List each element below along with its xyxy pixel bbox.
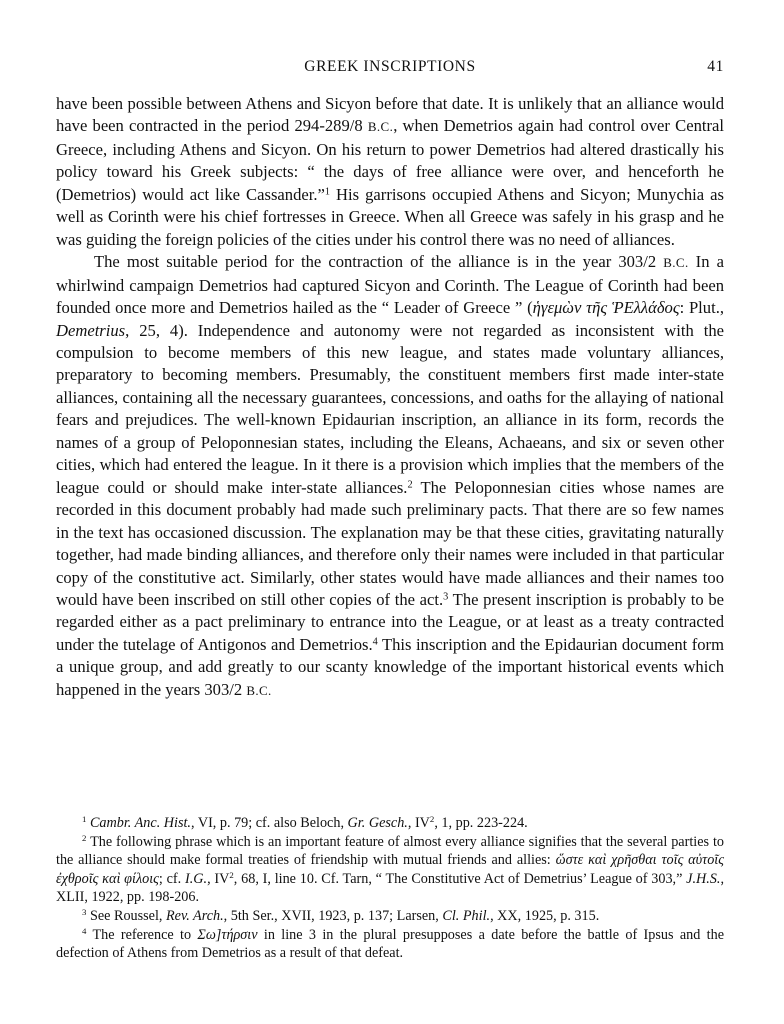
text-run: , 5th Ser., XVII, 1923, p. 137; Larsen, [223, 907, 443, 924]
italic-run: J.H.S. [686, 870, 721, 887]
footnote [56, 907, 724, 926]
text-run: See Roussel, [86, 907, 167, 924]
footnote-marker: 4 [82, 925, 87, 936]
text-run: In a whirlwind campaign Demetrios had captured Sicyon and Corinth. The League of Corinth had been founded once more and Demetrios hailed as the “ Leader of Greece ” ( [56, 252, 724, 318]
italic-run: I.G. [185, 870, 208, 887]
footnote-marker: 1 [82, 814, 87, 825]
text-run: have been possible between Athens and Sicyon before that date. It is unlikely that an alliance would have been contracted in the period 294-289/8 [56, 94, 724, 136]
footnote-marker: 3 [443, 591, 449, 603]
body-text [56, 93, 724, 702]
footnote-marker: 1 [324, 186, 330, 198]
small-caps-run: B.C. [663, 255, 689, 271]
text-run: : Plut., [679, 298, 724, 318]
paragraph [56, 93, 724, 251]
footnote [56, 814, 724, 833]
text-run: , 1, pp. 223-224. [434, 815, 528, 831]
footnote [56, 833, 724, 907]
footnote-marker: 4 [372, 636, 378, 648]
italic-run: Demetrius [56, 320, 126, 340]
text-run: , IV [407, 815, 430, 831]
footnotes [56, 814, 724, 963]
small-caps-run: B.C. [246, 682, 272, 698]
footnote-marker: 2 [82, 832, 87, 843]
footnote-marker: 2 [407, 479, 413, 491]
text-run: , IV [207, 870, 230, 887]
text-run: The most suitable period for the contraction of the alliance is in the year 303/2 [94, 252, 664, 272]
italic-run: Cl. Phil. [442, 907, 491, 924]
small-caps-run: B.C. [367, 119, 394, 135]
footnote-marker: 2 [429, 814, 435, 825]
text-run: ; cf. [158, 870, 185, 887]
italic-run: ἡγεμὼν τῆς ῬΕλλάδος [532, 298, 680, 318]
text-run: , 68, I, line 10. Cf. Tarn, “ The Constitutive Act of Demetrius’ League of 303,” [233, 870, 687, 887]
text-run: The Peloponnesian cities whose names are recorded in this document probably had made such preliminary pacts. That there are so few names in the text has occasioned discussion. The explanation may be that these cities, gravitating naturally together, had made binding alliances, and therefore only their names were included in that particular copy of the constitutive act. Similarly, other states would have made alliances and their names too would have been inscribed on still other copies of the act. [56, 477, 724, 609]
text-run: This inscription and the Epidaurian document form a unique group, and add greatly to our scanty knowledge of the important historical events which happened in the years 303/2 [56, 634, 724, 699]
text-run: His garrisons occupied Athens and Sicyon; Munychia as well as Corinth were his chief fortresses in Greece. When all Greece was safely in his grasp and he was guiding the foreign policies of the cities under his control there was no need of alliances. [56, 184, 724, 249]
italic-run: ὥστε καὶ χρῆσθαι τοῖς αὐτοῖς ἐχθροῖς καὶ φίλοις [56, 852, 725, 887]
text-run: , VI, p. 79; cf. also Beloch, [190, 815, 348, 831]
text-run: , XX, 1925, p. 315. [490, 907, 600, 924]
text-run: , 25, 4). Independence and autonomy were not regarded as inconsistent with the compulsion to become members of this new league, and states made voluntary alliances, preparatory to becoming members. Presumably, the constituent members first made inter-state alliances, containing all the necessary guarantees, concessions, and oaths for the allaying of national fears and prejudices. The well-known Epidaurian inscription, an alliance in its form, records the names of a group of Peloponnesian states, including the Eleans, Achaeans, and six or seven other cities, which had entered the league. In it there is a provision which implies that the members of the league could or should make inter-state alliances. [56, 320, 724, 497]
italic-run: Cambr. Anc. Hist. [89, 815, 191, 831]
footnote-marker: 2 [229, 869, 234, 880]
italic-run: Gr. Gesch. [347, 815, 408, 831]
italic-run: Σω]τήρσιν [197, 926, 258, 943]
text-run: The reference to [86, 926, 198, 943]
text-run: The following phrase which is an important feature of almost every alliance signifies that the several parties to the alliance should make formal treaties of friendship with mutual friends and allies: [56, 833, 724, 869]
page-number: 41 [707, 58, 724, 75]
text-run: , XLII, 1922, pp. 198-206. [56, 870, 724, 906]
text-run: , when Demetrios again had control over Central Greece, including Athens and Sicyon. On his return to power Demetrios had altered drastically his policy toward his Greek subjects: “ the days of free alliance were over, and henceforth he (Demetrios) would act like Cassander.” [56, 116, 724, 204]
footnote-marker: 3 [82, 907, 87, 918]
running-title: GREEK INSCRIPTIONS [304, 58, 476, 75]
text-run: The present inscription is probably to be regarded either as a pact preliminary to entrance into the League, or at least as a treaty contracted under the tutelage of Antigonos and Demetrios. [56, 589, 724, 654]
paragraph [56, 251, 724, 702]
italic-run: Rev. Arch. [166, 907, 224, 924]
running-head [56, 58, 724, 80]
text-run: in line 3 in the plural presupposes a date before the battle of Ipsus and the defection of Athens from Demetrios as a result of that defeat. [56, 926, 724, 962]
footnote [56, 926, 724, 963]
